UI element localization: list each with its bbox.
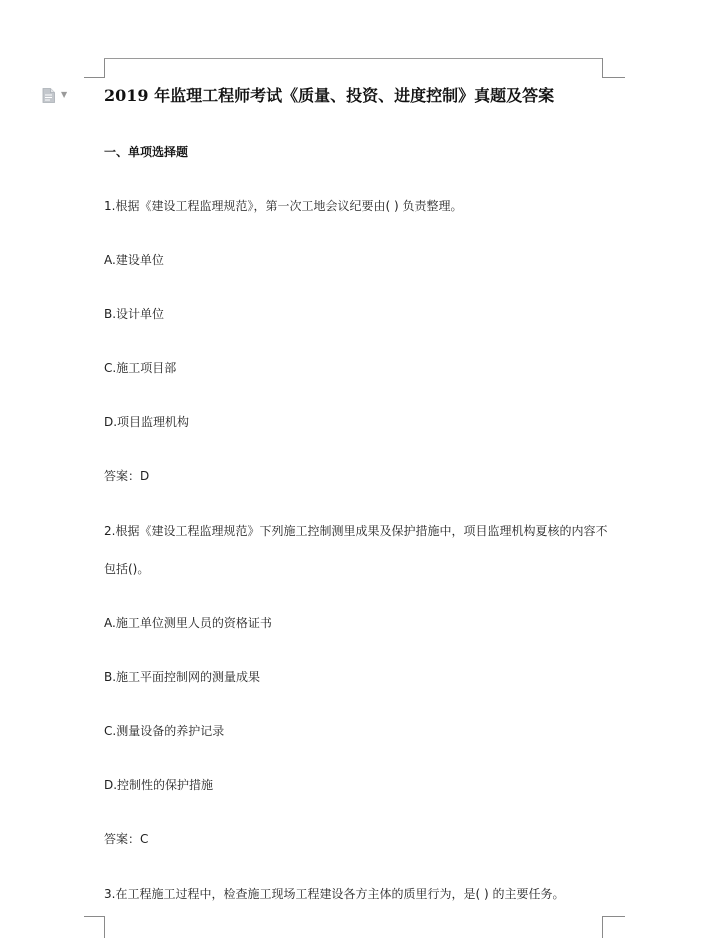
question-2-option-c: C.测量设备的养护记录 [104, 724, 225, 738]
crop-mark-bottom-right [602, 916, 625, 938]
document-title: 2019 年监理工程师考试《质量、投资、进度控制》真题及答案 [104, 86, 555, 105]
question-1-stem: 1.根据《建设工程监理规范》，第一次工地会议纪要由( ) 负责整理。 [104, 199, 463, 213]
question-2-option-d: D.控制性的保护措施 [104, 778, 214, 792]
question-1-option-b: B.设计单位 [104, 307, 165, 321]
page-top-rule [104, 58, 602, 59]
crop-mark-bottom-left [84, 916, 105, 938]
question-2-answer: 答案：C [104, 832, 149, 846]
question-1-option-c: C.施工项目部 [104, 361, 177, 375]
question-1-option-a: A.建设单位 [104, 253, 164, 267]
crop-mark-top-right [602, 58, 625, 78]
section-heading: 一、单项选择题 [104, 145, 189, 159]
question-2-stem-line-2: 包括()。 [104, 562, 150, 576]
question-1-answer: 答案：D [104, 469, 150, 483]
document-icon[interactable] [42, 88, 55, 103]
question-3-stem: 3.在工程施工过程中，检查施工现场工程建设各方主体的质里行为，是( ) 的主要任务。 [104, 887, 565, 901]
question-1-option-d: D.项目监理机构 [104, 415, 190, 429]
question-2-stem-line-1: 2.根据《建设工程监理规范》下列施工控制测里成果及保护措施中，项目监理机构夏核的内容不 [104, 524, 608, 538]
question-2-option-a: A.施工单位测里人员的资格证书 [104, 616, 272, 630]
question-2-option-b: B.施工平面控制网的测量成果 [104, 670, 261, 684]
crop-mark-top-left [84, 58, 105, 78]
caret-down-icon[interactable]: ▼ [61, 90, 68, 99]
